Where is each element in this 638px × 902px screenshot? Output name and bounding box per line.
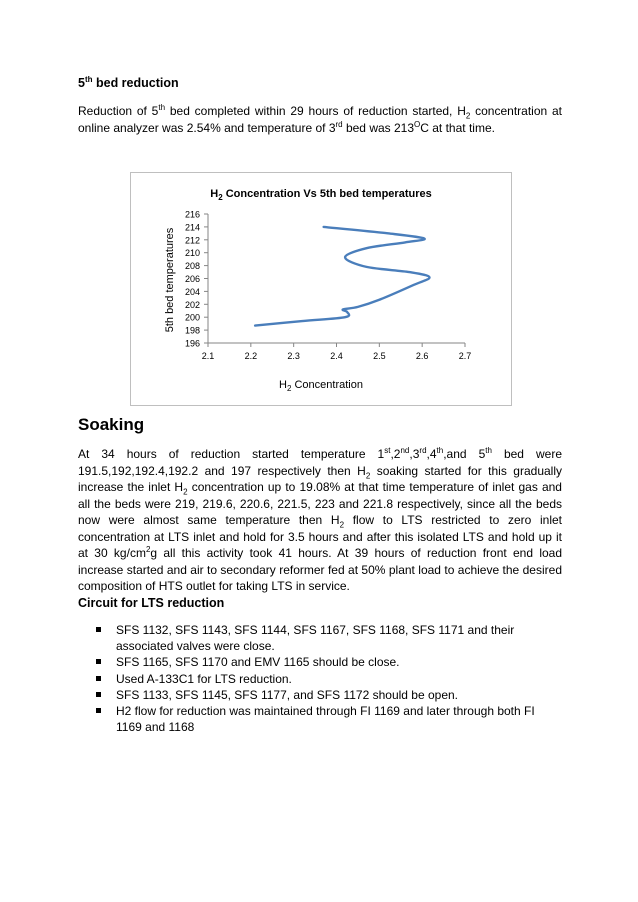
y-axis-label: 5th bed temperatures [164,227,176,333]
square-bullet-icon [96,692,101,697]
series-layer [255,227,429,326]
square-bullet-icon [96,708,101,713]
y-tick-label: 208 [184,261,200,272]
bed-reduction-heading: 5th bed reduction [78,74,179,90]
y-tick-label: 198 [184,325,200,336]
list-item: H2 flow for reduction was maintained through FI 1169 and later through both FI 1169 and 1168 [78,703,562,735]
y-tick-label: 200 [184,312,200,323]
square-bullet-icon [96,659,101,664]
list-item: Used A-133C1 for LTS reduction. [78,671,562,687]
y-tick-label: 216 [184,209,200,220]
list-item: SFS 1165, SFS 1170 and EMV 1165 should be close. [78,654,562,670]
circuit-heading: Circuit for LTS reduction [78,596,225,610]
chart-title: $H_2$ Concentration Vs 5th bed temperatures [210,188,432,202]
square-bullet-icon [96,627,101,632]
list-item: SFS 1133, SFS 1145, SFS 1177, and SFS 1172 should be open. [78,687,562,703]
x-axis-label: $H_2$ Concentration [279,379,363,393]
h2-temperature-chart [130,172,512,406]
x-tick-label: 2.5 [373,351,386,361]
y-tick-label: 202 [184,299,200,310]
square-bullet-icon [96,676,101,681]
y-tick-label: 212 [184,235,200,246]
y-tick-label: 206 [184,274,200,284]
x-tick-label: 2.4 [330,351,343,361]
y-tick-label: 204 [184,286,200,297]
x-tick-label: 2.1 [201,351,215,361]
x-tick-label: 2.7 [458,351,472,361]
x-tick-label: 2.2 [244,351,258,361]
y-tick-label: 214 [184,222,200,233]
x-tick-label: 2.3 [287,351,300,361]
bed-reduction-paragraph: Reduction of 5th bed completed within 29 hours of reduction started, $H_2$ concentration at online analyzer was 2.54% and temperature of 3rd bed was $213^OC$ at that time. [78,103,562,135]
series-line [255,227,429,326]
soaking-title: Soaking [78,415,145,434]
tick-labels [185,210,471,362]
x-tick-label: 2.6 [415,351,429,361]
y-tick-label: 210 [184,248,200,259]
y-tick-label: 196 [184,338,200,349]
list-item: SFS 1132, SFS 1143, SFS 1144, SFS 1167, SFS 1168, SFS 1171 and their associated valves were close. [78,622,562,654]
chart-svg [131,173,511,405]
circuit-list [78,622,562,735]
soaking-paragraph: At 34 hours of reduction started temperature 1st,2nd,3rd,4th,and 5th bed were 191.5,192,192.4,192.2 and 197 respectively then $H_2$ soaking started for this gradually increase the inlet $H_2$ concentration up to 19.08% at that time temperature of inlet gas and all the beds were 219, 219.6, 220.6, 221.5, 223 and 221.8 respectively, since all the beds now were almost same temperature then $H_2$ flow to LTS restricted to zero inlet concentration at LTS inlet and hold for 3.5 hours and after this isolated LTS and hold up it at 30 $kg/cm^2g$ all this activity took 41 hours. At 39 hours of reduction front end load increase started and air to secondary reformer fed at 50% plant load to achieve the desired composition of HTS outlet for taking LTS in service. [78,446,563,593]
